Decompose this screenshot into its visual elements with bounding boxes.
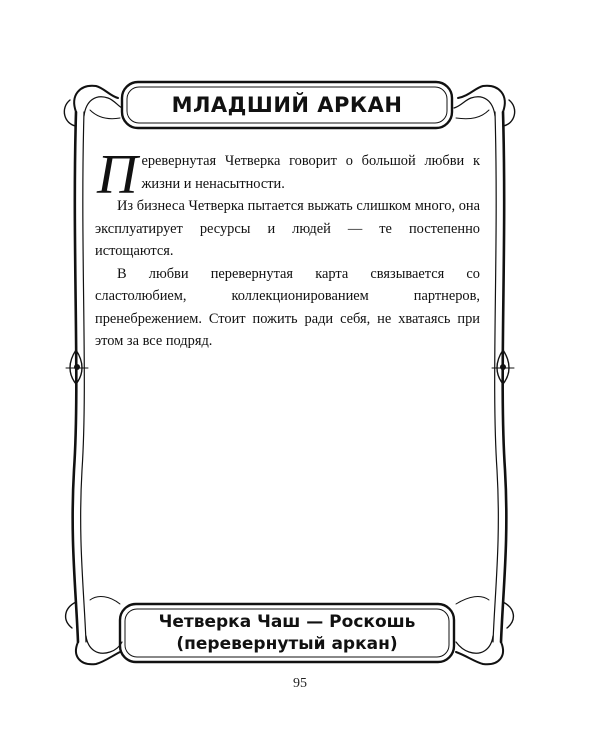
right-rail-outer bbox=[501, 112, 506, 642]
bottom-left-flourish-icon bbox=[66, 597, 122, 665]
bottom-right-flourish-icon bbox=[456, 597, 513, 665]
header-banner bbox=[122, 82, 452, 128]
footer-banner bbox=[120, 604, 454, 662]
left-rail-inner bbox=[81, 112, 86, 642]
paragraph-love: В любви перевернутая карта связывается со сластолюбием, коллекционированием партнеров, пренебрежением. Стоит пожить ради себя, не хватаясь при этом за все подряд. bbox=[95, 265, 480, 349]
section-title: МЛАДШИЙ АРКАН bbox=[171, 93, 403, 117]
card-orientation: (перевернутый аркан) bbox=[176, 634, 398, 654]
right-rail-inner bbox=[493, 112, 498, 642]
page-number: 95 bbox=[293, 676, 307, 691]
paragraph-intro-text: еревернутая Четверка говорит о большой любви к жизни и ненасытности. bbox=[141, 153, 480, 192]
left-rail-outer bbox=[73, 112, 78, 642]
card-description bbox=[95, 144, 480, 353]
paragraph-intro bbox=[95, 144, 480, 206]
top-right-flourish-icon bbox=[454, 86, 515, 126]
card-name: Четверка Чаш — Роскошь bbox=[158, 612, 416, 632]
drop-cap: П bbox=[97, 144, 138, 206]
paragraph-business: Из бизнеса Четверка пытается выжать слишком много, она эксплуатирует ресурсы и людей — те постепенно истощаются. bbox=[95, 198, 480, 259]
top-left-flourish-icon bbox=[64, 86, 122, 126]
